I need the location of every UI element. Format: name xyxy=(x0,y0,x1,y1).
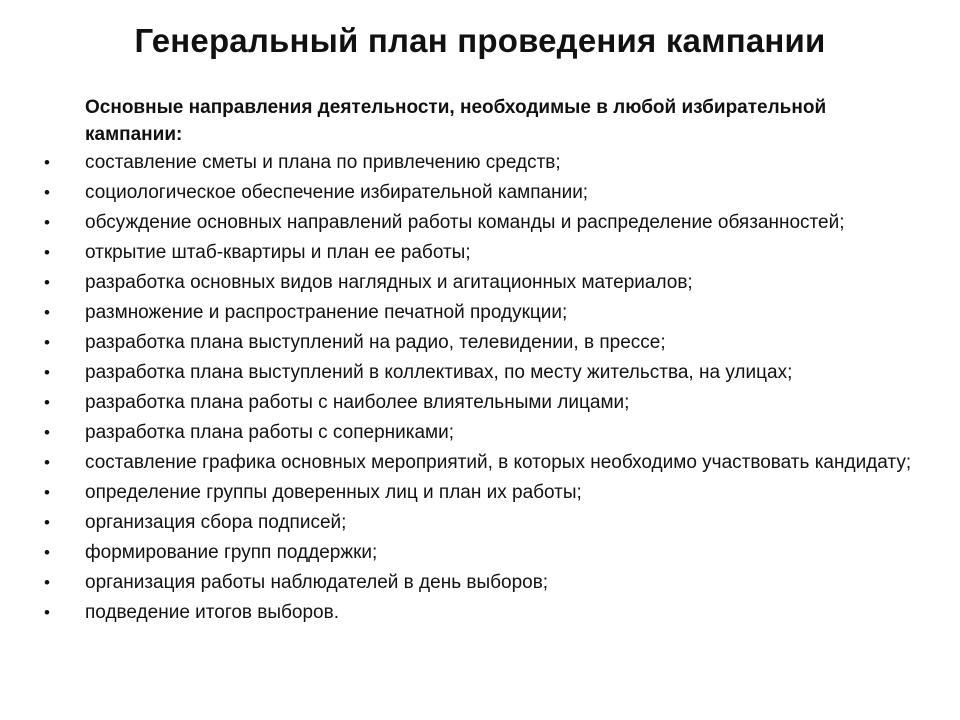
slide-title: Генеральный план проведения кампании xyxy=(134,22,826,59)
list-item xyxy=(40,330,920,355)
list-item-text: формирование групп поддержки; xyxy=(85,542,378,563)
bullet-icon: • xyxy=(44,393,50,412)
list-item-text: разработка плана выступлений на радио, телевидении, в прессе; xyxy=(85,332,666,353)
list-item xyxy=(40,300,920,325)
bullet-icon: • xyxy=(44,183,50,202)
list-item xyxy=(40,600,920,625)
list-item-text: социологическое обеспечение избирательной кампании; xyxy=(85,182,589,203)
list-item xyxy=(40,270,920,295)
bullet-icon: • xyxy=(44,573,50,592)
list-item-text: обсуждение основных направлений работы команды и распределение обязанностей; xyxy=(85,212,845,233)
list-item-text: разработка основных видов наглядных и агитационных материалов; xyxy=(85,272,693,293)
list-item-text: составление графика основных мероприятий, в которых необходимо участвовать кандидату; xyxy=(85,452,912,473)
list-item xyxy=(40,180,920,205)
bullet-icon: • xyxy=(44,273,50,292)
list-item-text: разработка плана работы с соперниками; xyxy=(85,422,454,443)
bullet-icon: • xyxy=(44,303,50,322)
bullet-icon: • xyxy=(44,543,50,562)
bullet-icon: • xyxy=(44,513,50,532)
list-item-text: определение группы доверенных лиц и план их работы; xyxy=(85,482,582,503)
list-item xyxy=(40,210,920,235)
list-item-text: подведение итогов выборов. xyxy=(85,602,339,623)
list-item xyxy=(40,540,920,565)
bullet-icon: • xyxy=(44,333,50,352)
bullet-icon: • xyxy=(44,483,50,502)
list-item-text: разработка плана работы с наиболее влиятельными лицами; xyxy=(85,392,630,413)
bullet-icon: • xyxy=(44,603,50,622)
list-item xyxy=(40,480,920,505)
list-item-text: разработка плана выступлений в коллективах, по месту жительства, на улицах; xyxy=(85,362,793,383)
list-item-text: составление сметы и плана по привлечению средств; xyxy=(85,152,561,173)
list-item xyxy=(40,450,920,475)
list-item xyxy=(40,390,920,415)
list-item xyxy=(40,420,920,445)
bullet-icon: • xyxy=(44,213,50,232)
bullet-icon: • xyxy=(44,363,50,382)
list-item-text: организация сбора подписей; xyxy=(85,512,347,533)
list-item-text: размножение и распространение печатной продукции; xyxy=(85,302,568,323)
list-item xyxy=(40,240,920,265)
bullet-icon: • xyxy=(44,453,50,472)
bullet-icon: • xyxy=(44,153,50,172)
list-item xyxy=(40,360,920,385)
activity-list xyxy=(40,150,920,625)
bullet-icon: • xyxy=(44,423,50,442)
intro-text: Основные направления деятельности, необходимые в любой избирательной кампании: xyxy=(85,97,827,145)
list-item xyxy=(40,570,920,595)
list-item xyxy=(40,150,920,175)
bullet-icon: • xyxy=(44,243,50,262)
list-item xyxy=(40,510,920,535)
slide-content xyxy=(40,94,920,630)
list-item-text: открытие штаб-квартиры и план ее работы; xyxy=(85,242,471,263)
list-item-text: организация работы наблюдателей в день выборов; xyxy=(85,572,549,593)
